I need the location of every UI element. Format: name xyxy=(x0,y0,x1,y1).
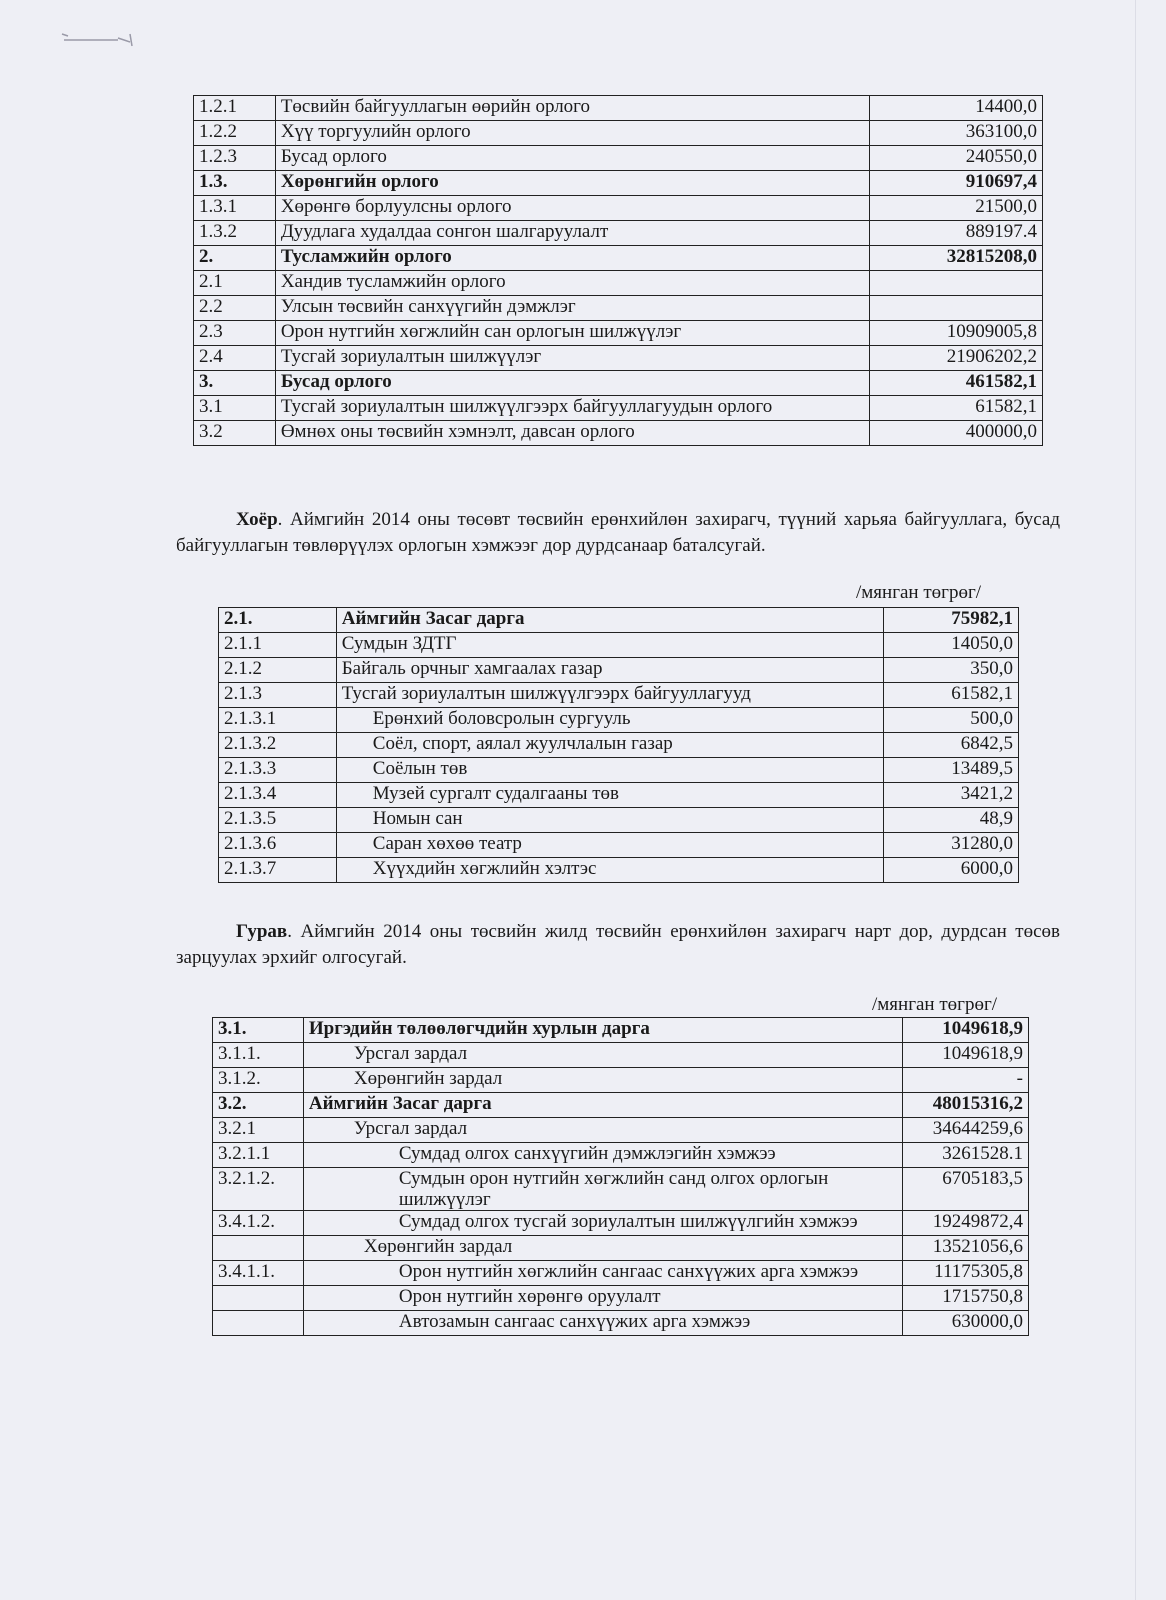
row-value: 10909005,8 xyxy=(870,321,1043,346)
table-row xyxy=(194,146,1043,171)
table-row xyxy=(219,858,1019,883)
row-code xyxy=(213,1311,304,1336)
row-code: 2.1.3.5 xyxy=(219,808,337,833)
row-name: Төсвийн байгууллагын өөрийн орлого xyxy=(275,96,870,121)
row-name: Орон нутгийн хөгжлийн сан орлогын шилжүүлэг xyxy=(275,321,870,346)
table-row xyxy=(194,421,1043,446)
row-name: Сумдад олгох санхүүгийн дэмжлэгийн хэмжээ xyxy=(303,1143,902,1168)
table-row xyxy=(213,1311,1029,1336)
row-code: 2.1.3 xyxy=(219,683,337,708)
row-code xyxy=(213,1236,304,1261)
row-name: Дуудлага худалдаа сонгон шалгаруулалт xyxy=(275,221,870,246)
row-value: 461582,1 xyxy=(870,371,1043,396)
row-value: 32815208,0 xyxy=(870,246,1043,271)
row-value: 14400,0 xyxy=(870,96,1043,121)
row-code: 1.3. xyxy=(194,171,276,196)
row-value: 1049618,9 xyxy=(903,1018,1029,1043)
row-code: 2.1.3.1 xyxy=(219,708,337,733)
table-row xyxy=(213,1236,1029,1261)
row-code: 2.1.2 xyxy=(219,658,337,683)
row-name: Өмнөх оны төсвийн хэмнэлт, давсан орлого xyxy=(275,421,870,446)
row-name: Аймгийн Засаг дарга xyxy=(336,608,883,633)
table-row xyxy=(219,633,1019,658)
table-row xyxy=(194,171,1043,196)
row-value xyxy=(870,271,1043,296)
row-value: 500,0 xyxy=(884,708,1019,733)
row-name: Тусгай зориулалтын шилжүүлгээрх байгууллагуудын орлого xyxy=(275,396,870,421)
row-code: 1.3.1 xyxy=(194,196,276,221)
table-row xyxy=(213,1143,1029,1168)
table-row xyxy=(213,1093,1029,1118)
row-value: 14050,0 xyxy=(884,633,1019,658)
row-name: Урсгал зардал xyxy=(303,1043,902,1068)
paragraph-three xyxy=(176,919,1060,971)
row-name: Хүүхдийн хөгжлийн хэлтэс xyxy=(336,858,883,883)
row-value: 6000,0 xyxy=(884,858,1019,883)
row-value: 31280,0 xyxy=(884,833,1019,858)
row-value: 6705183,5 xyxy=(903,1168,1029,1211)
row-name: Номын сан xyxy=(336,808,883,833)
table-row xyxy=(219,608,1019,633)
row-value: 3261528.1 xyxy=(903,1143,1029,1168)
paragraph-two-lead: Хоёр xyxy=(236,509,278,530)
row-value: 13521056,6 xyxy=(903,1236,1029,1261)
row-value: 19249872,4 xyxy=(903,1211,1029,1236)
row-name: Сумдад олгох тусгай зориулалтын шилжүүлгийн хэмжээ xyxy=(303,1211,902,1236)
row-code: 3.1.2. xyxy=(213,1068,304,1093)
paragraph-three-lead: Гурав xyxy=(236,921,288,942)
staple-mark xyxy=(58,28,138,50)
row-name: Автозамын сангаас санхүүжих арга хэмжээ xyxy=(303,1311,902,1336)
table-row xyxy=(194,221,1043,246)
row-code: 3.2.1 xyxy=(213,1118,304,1143)
row-name: Улсын төсвийн санхүүгийн дэмжлэг xyxy=(275,296,870,321)
row-name: Музей сургалт судалгааны төв xyxy=(336,783,883,808)
row-code: 1.2.2 xyxy=(194,121,276,146)
row-code: 3.2 xyxy=(194,421,276,446)
row-name: Хөрөнгийн зардал xyxy=(303,1068,902,1093)
table-row xyxy=(219,733,1019,758)
row-value: 240550,0 xyxy=(870,146,1043,171)
row-value: 21500,0 xyxy=(870,196,1043,221)
row-value: 889197.4 xyxy=(870,221,1043,246)
row-name: Хүү торгуулийн орлого xyxy=(275,121,870,146)
paragraph-two-text: . Аймгийн 2014 оны төсөвт төсвийн ерөнхийлөн захирагч, түүний харьяа байгууллага, бусад байгууллагын төвлөрүүлэх орлогын хэмжээг дор дурдсанаар баталсугай. xyxy=(176,509,1060,556)
table-row xyxy=(213,1168,1029,1211)
paragraph-two xyxy=(176,507,1060,559)
table-row xyxy=(213,1068,1029,1093)
table-row xyxy=(194,121,1043,146)
table-row xyxy=(194,346,1043,371)
table-row xyxy=(194,296,1043,321)
row-value: 21906202,2 xyxy=(870,346,1043,371)
row-name: Соёл, спорт, аялал жуулчлалын газар xyxy=(336,733,883,758)
row-value: 1715750,8 xyxy=(903,1286,1029,1311)
table-row xyxy=(194,271,1043,296)
row-code: 2.1.3.2 xyxy=(219,733,337,758)
table-row xyxy=(194,196,1043,221)
table-row xyxy=(219,808,1019,833)
table-row xyxy=(219,783,1019,808)
table-row xyxy=(213,1286,1029,1311)
row-value: 1049618,9 xyxy=(903,1043,1029,1068)
page-edge xyxy=(1135,0,1136,1600)
row-code: 1.2.3 xyxy=(194,146,276,171)
table-row xyxy=(213,1118,1029,1143)
row-name: Хөрөнгө борлуулсны орлого xyxy=(275,196,870,221)
row-code: 3.2. xyxy=(213,1093,304,1118)
row-value: - xyxy=(903,1068,1029,1093)
row-value: 6842,5 xyxy=(884,733,1019,758)
row-code: 2.1. xyxy=(219,608,337,633)
row-code: 2.2 xyxy=(194,296,276,321)
row-code: 3.2.1.1 xyxy=(213,1143,304,1168)
row-name: Сумдын ЗДТГ xyxy=(336,633,883,658)
row-value: 61582,1 xyxy=(870,396,1043,421)
table-row xyxy=(213,1018,1029,1043)
row-value: 75982,1 xyxy=(884,608,1019,633)
table-row xyxy=(194,96,1043,121)
row-name: Тусламжийн орлого xyxy=(275,246,870,271)
row-code: 2. xyxy=(194,246,276,271)
row-name: Хандив тусламжийн орлого xyxy=(275,271,870,296)
table-row xyxy=(194,246,1043,271)
revenue-table xyxy=(193,95,1043,446)
row-code: 2.1.1 xyxy=(219,633,337,658)
row-name: Тусгай зориулалтын шилжүүлэг xyxy=(275,346,870,371)
table-row xyxy=(219,758,1019,783)
row-name: Бусад орлого xyxy=(275,146,870,171)
row-name: Иргэдийн төлөөлөгчдийн хурлын дарга xyxy=(303,1018,902,1043)
row-code: 3. xyxy=(194,371,276,396)
table-row xyxy=(219,658,1019,683)
row-name: Ерөнхий боловсролын сургууль xyxy=(336,708,883,733)
row-value: 630000,0 xyxy=(903,1311,1029,1336)
row-value: 3421,2 xyxy=(884,783,1019,808)
row-code: 2.1.3.7 xyxy=(219,858,337,883)
row-name: Соёлын төв xyxy=(336,758,883,783)
row-value xyxy=(870,296,1043,321)
table-row xyxy=(219,708,1019,733)
row-code: 3.1. xyxy=(213,1018,304,1043)
row-name: Орон нутгийн хөгжлийн сангаас санхүүжих арга хэмжээ xyxy=(303,1261,902,1286)
row-code: 1.3.2 xyxy=(194,221,276,246)
row-code xyxy=(213,1286,304,1311)
row-code: 2.4 xyxy=(194,346,276,371)
table-row xyxy=(219,833,1019,858)
row-value: 400000,0 xyxy=(870,421,1043,446)
table-row xyxy=(194,396,1043,421)
row-code: 2.1.3.6 xyxy=(219,833,337,858)
row-code: 3.1 xyxy=(194,396,276,421)
row-name: Урсгал зардал xyxy=(303,1118,902,1143)
row-name: Хөрөнгийн орлого xyxy=(275,171,870,196)
table-row xyxy=(219,683,1019,708)
row-value: 48015316,2 xyxy=(903,1093,1029,1118)
paragraph-three-text: . Аймгийн 2014 оны төсвийн жилд төсвийн ерөнхийлөн захирагч нарт дор, дурдсан төсөв зарцуулах эрхийг олгосугай. xyxy=(176,921,1060,968)
spending-rights-table xyxy=(212,1017,1029,1336)
row-name: Орон нутгийн хөрөнгө оруулалт xyxy=(303,1286,902,1311)
row-value: 61582,1 xyxy=(884,683,1019,708)
table-row xyxy=(213,1261,1029,1286)
row-name: Сумдын орон нутгийн хөгжлийн санд олгох орлогын шилжүүлэг xyxy=(303,1168,902,1211)
row-code: 2.1 xyxy=(194,271,276,296)
row-name: Байгаль орчныг хамгаалах газар xyxy=(336,658,883,683)
row-value: 13489,5 xyxy=(884,758,1019,783)
row-name: Саран хөхөө театр xyxy=(336,833,883,858)
row-name: Тусгай зориулалтын шилжүүлгээрх байгууллагууд xyxy=(336,683,883,708)
row-code: 2.1.3.3 xyxy=(219,758,337,783)
row-value: 363100,0 xyxy=(870,121,1043,146)
table-row xyxy=(194,371,1043,396)
row-code: 2.1.3.4 xyxy=(219,783,337,808)
row-value: 34644259,6 xyxy=(903,1118,1029,1143)
unit-label-two: /мянган төгрөг/ xyxy=(856,582,982,603)
row-code: 2.3 xyxy=(194,321,276,346)
table-row xyxy=(194,321,1043,346)
row-value: 350,0 xyxy=(884,658,1019,683)
row-value: 48,9 xyxy=(884,808,1019,833)
table-row xyxy=(213,1211,1029,1236)
row-name: Хөрөнгийн зардал xyxy=(303,1236,902,1261)
row-value: 910697,4 xyxy=(870,171,1043,196)
row-code: 3.4.1.1. xyxy=(213,1261,304,1286)
row-name: Аймгийн Засаг дарга xyxy=(303,1093,902,1118)
row-code: 1.2.1 xyxy=(194,96,276,121)
unit-label-three: /мянган төгрөг/ xyxy=(872,994,998,1015)
income-centralization-table xyxy=(218,607,1019,883)
row-code: 3.1.1. xyxy=(213,1043,304,1068)
row-name: Бусад орлого xyxy=(275,371,870,396)
row-value: 11175305,8 xyxy=(903,1261,1029,1286)
row-code: 3.2.1.2. xyxy=(213,1168,304,1211)
row-code: 3.4.1.2. xyxy=(213,1211,304,1236)
table-row xyxy=(213,1043,1029,1068)
